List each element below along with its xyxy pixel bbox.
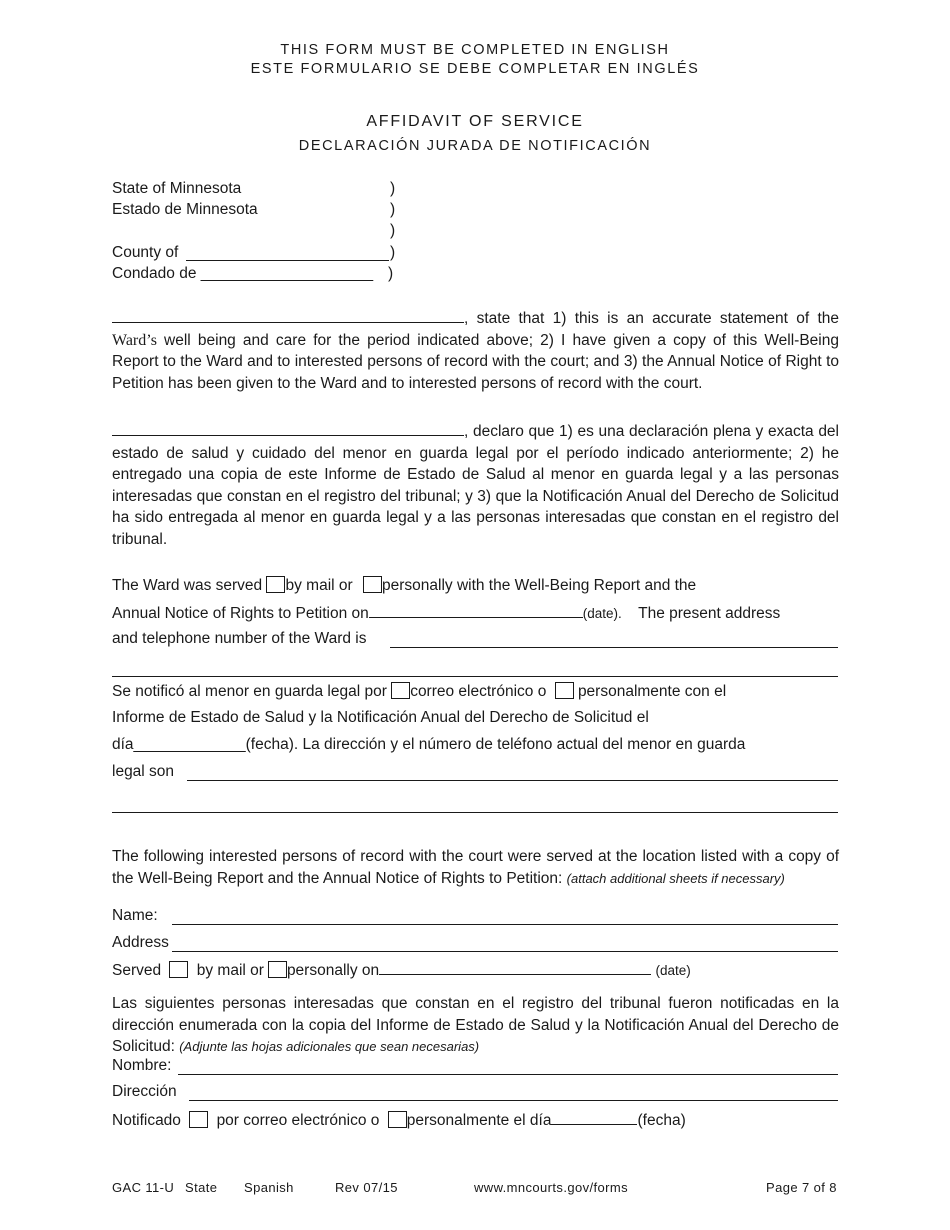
interested-persons-es: Las siguientes personas interesadas que constan en el registro del tribunal fueron notificadas en la dirección enumerada con la copia del Informe de Estado de Salud y la Notificación Anual del Derecho de Solicitud: (Adjunte las hojas adicionales que sean necesarias) xyxy=(112,995,839,1055)
caption-state-es: Estado de Minnesota xyxy=(112,201,258,218)
caption-paren: ) xyxy=(388,265,394,282)
caption-county-es: Condado de ____________________ xyxy=(112,265,374,282)
address-line[interactable] xyxy=(172,951,838,952)
statement-es: , declaro que 1) es una declaración plena y exacta del estado de salud y cuidado del menor en guarda legal por el período indicado anteriormente; 2) he entregado una copia de este Informe de Estado de Salud al menor en guarda legal y a las personas interesadas que constan en el registro del tribunal; y 3) que la Notificación Anual del Derecho de Solicitud ha sido entregada al menor en guarda legal y a las personas interesadas que constan en el registro del tribunal. xyxy=(112,423,839,548)
nombre-line[interactable] xyxy=(178,1074,838,1075)
caption-state-en: State of Minnesota xyxy=(112,180,242,197)
served-date-line[interactable] xyxy=(379,960,651,975)
ward-word: Ward’s xyxy=(112,331,157,349)
caption-paren: ) xyxy=(390,180,396,197)
email-checkbox[interactable] xyxy=(391,682,410,699)
header-english-notice: THIS FORM MUST BE COMPLETED IN ENGLISH xyxy=(280,42,670,58)
page-subtitle: DECLARACIÓN JURADA DE NOTIFICACIÓN xyxy=(298,138,652,154)
declarant-name-line-es[interactable] xyxy=(112,421,464,436)
ward-address-line-2[interactable] xyxy=(112,676,838,677)
caption-paren: ) xyxy=(390,222,396,239)
interested-persons-en: The following interested persons of record with the court were served at the location listed with a copy of the Well-Being Report and the Annual Notice of Rights to Petition: (attach additional sheets if necessary) xyxy=(112,848,839,887)
caption-paren: ) xyxy=(390,201,396,218)
page-title: AFFIDAVIT OF SERVICE xyxy=(366,113,584,130)
ward-address-line-es[interactable] xyxy=(187,780,838,781)
direccion-line[interactable] xyxy=(189,1100,838,1101)
notificado-personally-checkbox[interactable] xyxy=(388,1111,407,1128)
served-row: Served by mail or personally on (date) xyxy=(112,962,691,979)
legal-son-label: legal son xyxy=(112,763,175,780)
caption-paren: ) xyxy=(390,244,396,261)
footer-state: State xyxy=(185,1180,218,1195)
footer-page-number: Page 7 of 8 xyxy=(766,1180,837,1195)
served-personally-checkbox[interactable] xyxy=(268,961,287,978)
footer-revision: Rev 07/15 xyxy=(335,1180,398,1195)
footer-language: Spanish xyxy=(244,1180,294,1195)
statement-en: , state that 1) this is an accurate statement of the Ward’s well being and care for the period indicated above; 2) I have given a copy of this Well-Being Report to the Ward and to interested persons of record with the court; and 3) the Annual Notice of Right to Petition has been given to the Ward and to interested persons of record with the court. xyxy=(112,310,839,392)
date-text-es: día_____________(fecha). La dirección y el número de teléfono actual del menor en guarda xyxy=(112,736,746,753)
footer-url: www.mncourts.gov/forms xyxy=(474,1180,629,1195)
ward-served-row: The Ward was served by mail or personally with the Well-Being Report and the xyxy=(112,577,697,594)
name-label: Name: xyxy=(112,907,158,924)
personally-checkbox[interactable] xyxy=(363,576,382,593)
notificado-row: Notificado por correo electrónico o personalmente el día (fecha) xyxy=(112,1112,686,1129)
header-spanish-notice: ESTE FORMULARIO SE DEBE COMPLETAR EN INGLÉS xyxy=(250,61,700,77)
address-label: Address xyxy=(112,934,169,951)
notificado-email-checkbox[interactable] xyxy=(189,1111,208,1128)
report-text: Informe de Estado de Salud y la Notificación Anual del Derecho de Solicitud el xyxy=(112,709,649,726)
ward-address-row: and telephone number of the Ward is xyxy=(112,630,367,647)
ward-address-line-es-2[interactable] xyxy=(112,812,838,813)
ward-address-line[interactable] xyxy=(390,647,838,648)
caption-county-en: County of xyxy=(112,244,179,261)
by-mail-checkbox[interactable] xyxy=(266,576,285,593)
direccion-label: Dirección xyxy=(112,1083,177,1100)
name-line[interactable] xyxy=(172,924,838,925)
notice-date-line[interactable] xyxy=(369,603,583,618)
notificado-date-line[interactable] xyxy=(551,1110,637,1125)
county-input-line[interactable] xyxy=(186,260,389,261)
nombre-label: Nombre: xyxy=(112,1057,172,1074)
footer-form-id: GAC 11-U xyxy=(112,1180,175,1195)
served-by-mail-checkbox[interactable] xyxy=(169,961,188,978)
ward-notified-row: Se notificó al menor en guarda legal por correo electrónico o personalmente con el xyxy=(112,683,727,700)
declarant-name-line[interactable] xyxy=(112,308,464,323)
personally-checkbox-es[interactable] xyxy=(555,682,574,699)
notice-date-row: Annual Notice of Rights to Petition on (date). The present address xyxy=(112,605,781,622)
